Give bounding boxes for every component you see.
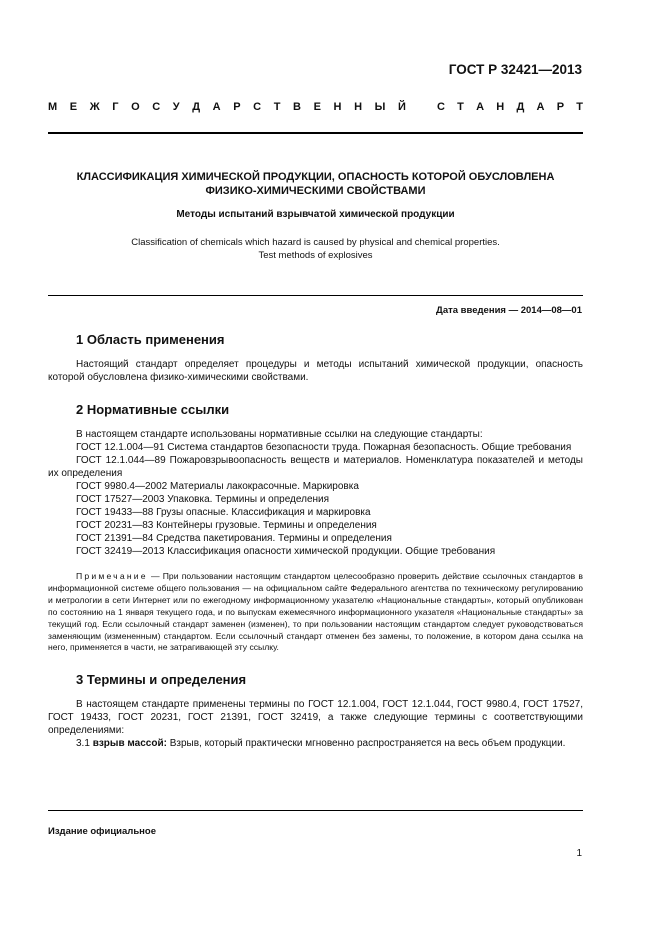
banner-letter: Т [457,101,464,113]
banner-letter: Е [313,101,321,113]
banner-letter: В [293,101,301,113]
banner-letter: А [212,101,221,113]
banner-letter: С [152,101,161,113]
reference-item: ГОСТ 12.1.004—91 Система стандартов безопасности труда. Пожарная безопасность. Общие требования [76,442,572,453]
standard-type-banner [48,101,583,113]
banner-word-standard [437,101,583,113]
banner-letter: Р [556,101,565,113]
reference-item: ГОСТ 20231—83 Контейнеры грузовые. Термины и определения [76,520,377,531]
reference-item: ГОСТ 19433—88 Грузы опасные. Классификация и маркировка [76,507,371,518]
section-2-heading: 2 Нормативные ссылки [76,402,230,417]
section-1-heading: 1 Область применения [76,332,225,347]
english-title [48,236,583,262]
reference-item: ГОСТ 21391—84 Средства пакетирования. Термины и определения [76,533,392,544]
banner-letter: Т [576,101,583,113]
document-body [48,332,583,750]
note-label: Примечание [76,571,148,581]
reference-item: ГОСТ 12.1.044—89 Пожаровзрывоопасность веществ и материалов. Номенклатура показателей и методы их определения [48,455,583,479]
english-title-line-2: Test methods of explosives [258,250,373,261]
banner-letter: Н [496,101,505,113]
banner-letter: О [131,101,140,113]
term-definition-text: Взрыв, который практически мгновенно распространяется на весь объем продукции. [166,738,566,750]
banner-letter: Ы [374,101,386,113]
reference-item: ГОСТ 9980.4—2002 Материалы лакокрасочные. Маркировка [76,481,359,492]
banner-letter: Й [397,101,406,113]
banner-letter: Н [354,101,363,113]
document-title [48,170,583,198]
banner-letter: Г [112,101,119,113]
introduction-date: Дата введения — 2014—08—01 [436,305,582,316]
banner-letter: У [172,101,180,113]
section-1-text: Настоящий стандарт определяет процедуры и методы испытаний химической продукции, опасность которой обусловлена физико-химическими свойствами. [48,359,583,383]
official-edition-label: Издание официальное [48,826,156,837]
section-3-intro: В настоящем стандарте применены термины по ГОСТ 12.1.004, ГОСТ 12.1.044, ГОСТ 9980.4, ГОСТ 17527, ГОСТ 19433, ГОСТ 20231, ГОСТ 21391, ГОСТ 32419, а также следующие термины с соответствующими определениями: [48,699,583,737]
banner-letter: М [48,101,58,113]
reference-item: ГОСТ 17527—2003 Упаковка. Термины и определения [76,494,330,505]
section-2-intro: В настоящем стандарте использованы нормативные ссылки на следующие стандарты: [76,429,483,440]
banner-letter: Д [192,101,201,113]
english-title-line-1: Classification of chemicals which hazard is caused by physical and chemical properties. [131,237,500,248]
banner-letter: Е [69,101,78,113]
term-definition [48,737,583,750]
term-number: 3.1 [76,738,93,750]
document-subtitle: Методы испытаний взрывчатой химической продукции [176,209,455,220]
banner-letter: А [536,101,545,113]
title-line-1: КЛАССИФИКАЦИЯ ХИМИЧЕСКОЙ ПРОДУКЦИИ, ОПАСНОСТЬ КОТОРОЙ ОБУСЛОВЛЕНА [76,171,555,183]
section-2-note [48,571,583,654]
banner-letter: Д [516,101,525,113]
footer-rule [48,810,583,811]
banner-letter: С [437,101,445,113]
banner-letter: Р [233,101,241,113]
banner-letter: С [253,101,262,113]
reference-item: ГОСТ 32419—2013 Классификация опасности химической продукции. Общие требования [76,546,496,557]
note-text: — При пользовании настоящим стандартом целесообразно проверить действие ссылочных стандартов в информационной системе общего пользования — на официальном сайте Федерального агентства по техническому регулированию и метрологии в сети Интернет или по ежегодному информационному указателю «Национальные стандарты», который опубликован по состоянию на 1 января текущего года, и по выпускам ежемесячного информационного указателя «Национальные стандарты» за текущий год. Если ссылочный стандарт заменен (изменен), то при пользовании настоящим стандартом следует руководствоваться заменяющим (измененным) стандартом. Если ссылочный стандарт отменен без замены, то положение, в котором дана ссылка на него, применяется в части, не затрагивающей эту ссылку. [48,571,583,653]
term-name: взрыв массой: [92,738,167,750]
page-number: 1 [576,848,582,859]
banner-letter: Ж [89,101,100,113]
banner-letter: А [476,101,485,113]
section-3-heading: 3 Термины и определения [76,672,247,688]
banner-letter: Н [333,101,342,113]
banner-letter: Т [273,101,281,113]
document-number: ГОСТ Р 32421—2013 [448,62,582,77]
title-line-2: ФИЗИКО-ХИМИЧЕСКИМИ СВОЙСТВАМИ [205,185,426,197]
banner-word-interstate [48,101,406,113]
header-rule [48,132,583,134]
title-rule [48,295,583,296]
